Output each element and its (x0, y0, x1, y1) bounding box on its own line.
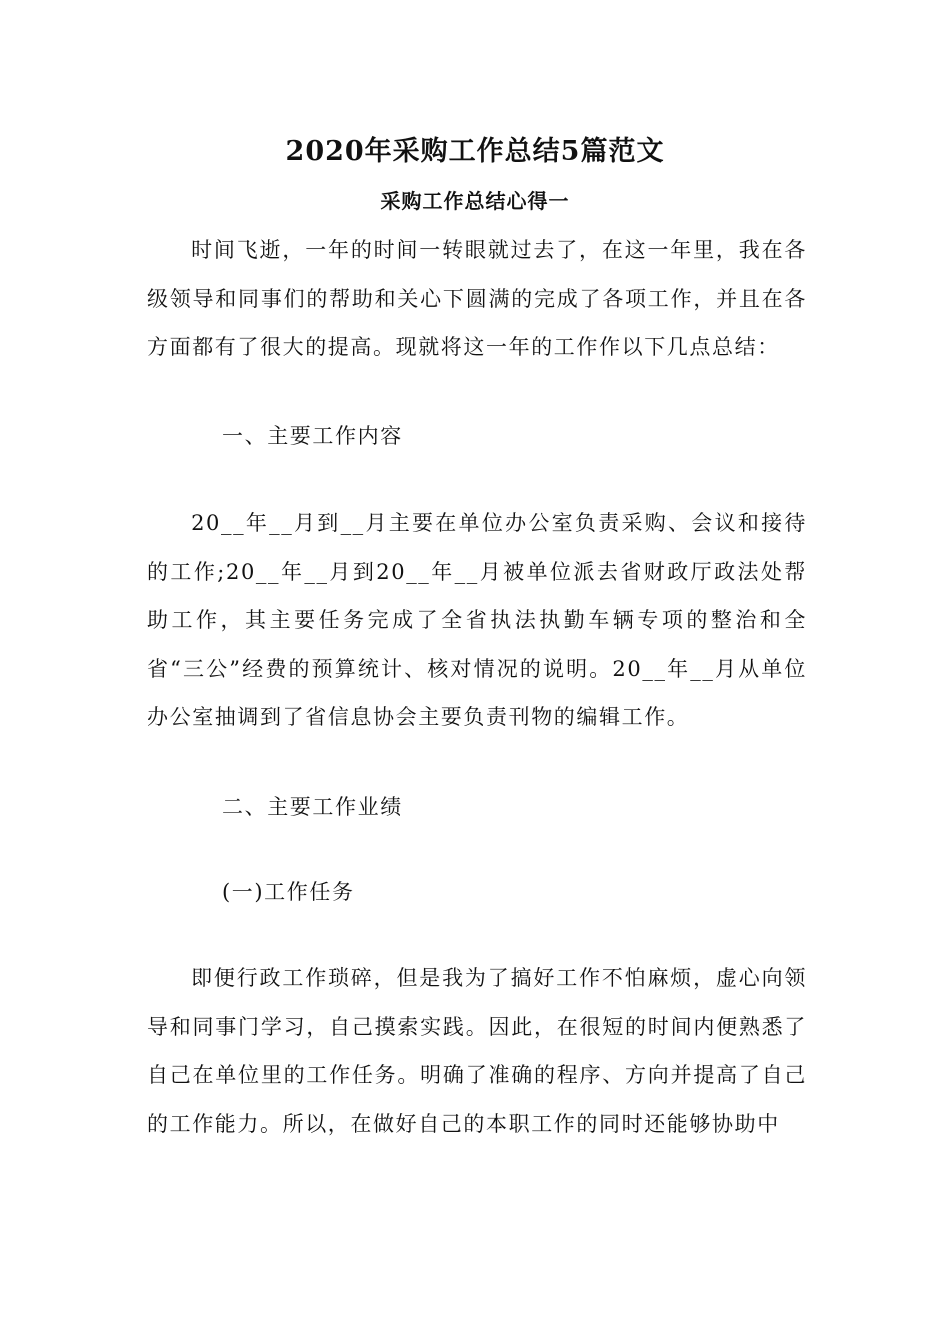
subsection-heading-tasks: (一)工作任务 (222, 880, 355, 904)
subsection-paragraph-tasks: 即便行政工作琐碎，但是我为了搞好工作不怕麻烦，虚心向领导和同事门学习，自己摸索实践。因此，在很短的时间内便熟悉了自己在单位里的工作任务。明确了准确的程序、方向并提高了自己的工作能力。所以，在做好自己的本职工作的同时还能够协助中 (147, 966, 807, 1136)
section-heading-main-work: 一、主要工作内容 (222, 424, 403, 448)
section-paragraph-main-work: 20__年__月到__月主要在单位办公室负责采购、会议和接待的工作;20__年__月到20__年__月被单位派去省财政厅政法处帮助工作，其主要任务完成了全省执法执勤车辆专项的整治和全省“三公”经费的预算统计、核对情况的说明。20__年__月从单位办公室抽调到了省信息协会主要负责刊物的编辑工作。 (147, 511, 807, 729)
section-heading-achievements: 二、主要工作业绩 (222, 795, 403, 819)
document-title: 2020年采购工作总结5篇范文 (285, 136, 665, 167)
document-subtitle: 采购工作总结心得一 (380, 189, 570, 213)
intro-paragraph: 时间飞逝，一年的时间一转眼就过去了，在这一年里，我在各级领导和同事们的帮助和关心下圆满的完成了各项工作，并且在各方面都有了很大的提高。现就将这一年的工作作以下几点总结： (147, 238, 807, 359)
